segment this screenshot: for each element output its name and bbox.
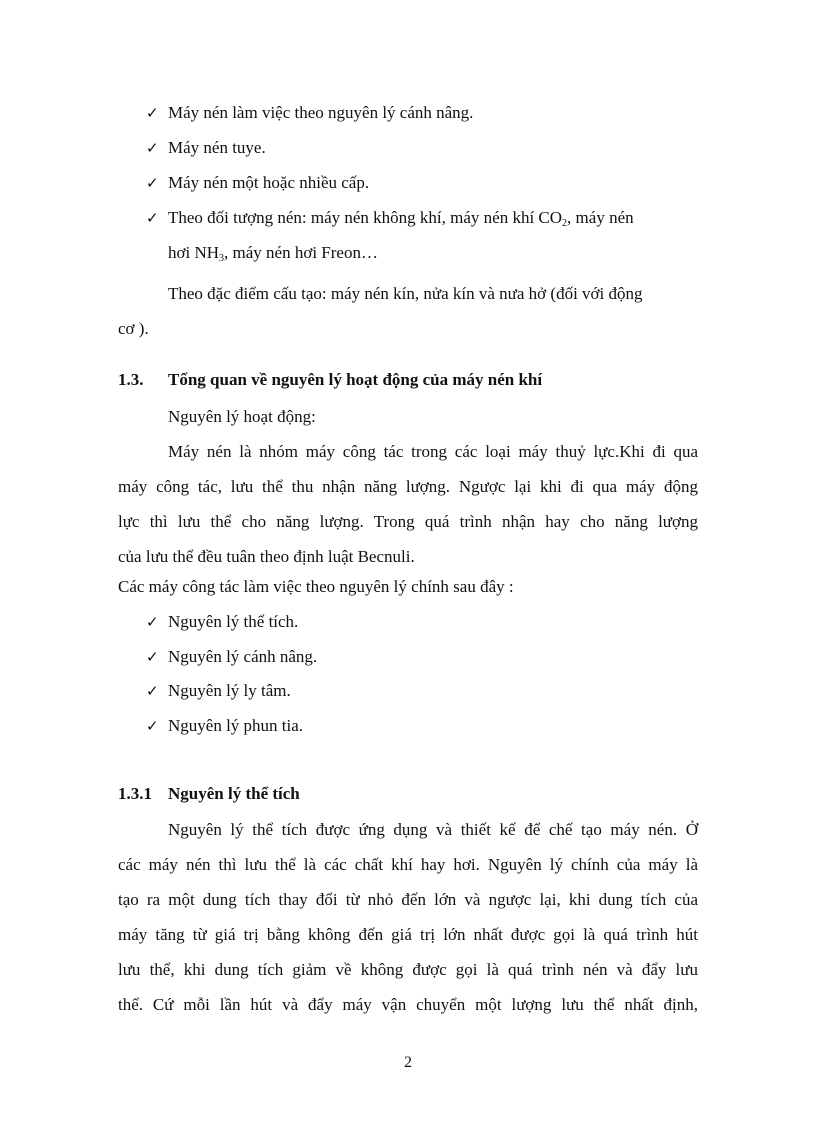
checkmark-icon: ✓ <box>146 682 159 700</box>
principle-item <box>146 647 317 667</box>
checkmark-icon: ✓ <box>146 139 159 157</box>
bullet-text: Máy nén tuye. <box>168 138 266 157</box>
checkmark-icon: ✓ <box>146 613 159 631</box>
checkmark-icon: ✓ <box>146 648 159 666</box>
bullet-item <box>146 173 369 193</box>
paragraph-line: lưu thể, khi dung tích giảm về không được gọi là quá trình nén và đẩy lưu <box>118 960 698 979</box>
paragraph-line: Máy nén là nhóm máy công tác trong các loại máy thuỷ lực.Khi đi qua <box>168 442 698 461</box>
bullet-text: , máy nén <box>567 208 634 227</box>
paragraph-line: Theo đặc điểm cấu tạo: máy nén kín, nửa kín và nưa hở (đối với động <box>168 284 643 303</box>
bullet-item <box>146 103 473 123</box>
page-number: 2 <box>404 1054 412 1071</box>
subscript: 2 <box>562 218 568 229</box>
bullet-text: Theo đối tượng nén: máy nén không khí, máy nén khí CO <box>168 208 563 227</box>
paragraph-line: Nguyên lý thể tích được ứng dụng và thiết kế để chế tạo máy nén. Ở <box>168 820 698 839</box>
subsection-number: 1.3.1 <box>118 784 152 803</box>
paragraph-line: máy tăng từ giá trị bằng không đến giá trị lớn nhất được gọi là quá trình hút <box>118 925 698 944</box>
checkmark-icon: ✓ <box>146 209 159 227</box>
section-number: 1.3. <box>118 370 144 389</box>
checkmark-icon: ✓ <box>146 174 159 192</box>
bullet-text: Nguyên lý thể tích. <box>168 612 299 631</box>
paragraph-line: thể. Cứ mỗi lần hút và đẩy máy vận chuyển một lượng lưu thể nhất định, <box>118 995 698 1014</box>
principle-item <box>146 681 291 701</box>
paragraph-line: lực thì lưu thể cho năng lượng. Trong quá trình nhận hay cho năng lượng <box>118 512 698 531</box>
subsection-title: Nguyên lý thể tích <box>168 784 300 803</box>
section-title: Tổng quan về nguyên lý hoạt động của máy nén khí <box>168 370 543 389</box>
checkmark-icon: ✓ <box>146 104 159 122</box>
paragraph-line: tạo ra một dung tích thay đổi từ nhỏ đến lớn và ngược lại, khi dung tích của <box>118 890 698 909</box>
checkmark-icon: ✓ <box>146 717 159 735</box>
bullet-text: Nguyên lý cánh nâng. <box>168 647 318 666</box>
principle-item <box>146 716 303 736</box>
principle-item <box>146 612 298 632</box>
paragraph-line: của lưu thể đều tuân theo định luật Becnuli. <box>118 547 415 566</box>
paragraph-line: các máy nén thì lưu thể là các chất khí hay hơi. Nguyên lý chính của máy là <box>118 855 698 874</box>
text-fragment: , máy nén hơi Freon… <box>224 243 378 262</box>
bullet-text: Nguyên lý ly tâm. <box>168 681 291 700</box>
paragraph-line: cơ ). <box>118 319 149 338</box>
bullet-item <box>146 138 266 158</box>
text-fragment: hơi NH <box>168 243 220 262</box>
bullet-text: Máy nén làm việc theo nguyên lý cánh nâng. <box>168 103 474 122</box>
bullet-item-objects <box>146 208 696 228</box>
paragraph-line: máy công tác, lưu thể thu nhận năng lượng. Ngược lại khi đi qua máy động <box>118 477 698 496</box>
bullet-continuation <box>168 243 378 263</box>
subscript: 3 <box>219 253 225 264</box>
section-label: Nguyên lý hoạt động: <box>168 407 316 426</box>
intro-line: Các máy công tác làm việc theo nguyên lý chính sau đây : <box>118 577 514 596</box>
bullet-text: Máy nén một hoặc nhiều cấp. <box>168 173 370 192</box>
bullet-text: Nguyên lý phun tia. <box>168 716 304 735</box>
